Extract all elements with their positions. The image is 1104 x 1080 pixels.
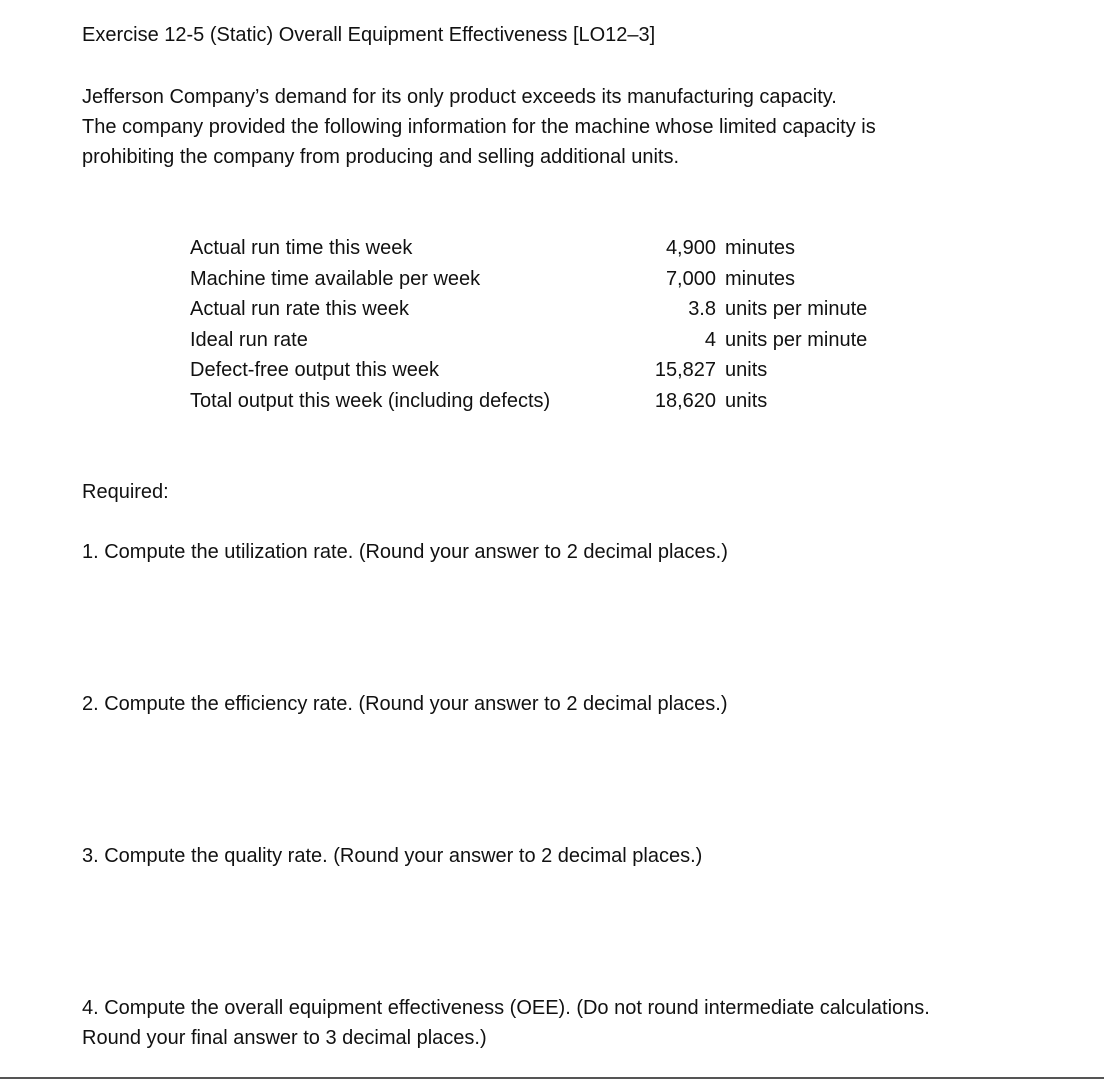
row-unit: units — [725, 389, 768, 412]
row-label: Total output this week (including defects) — [190, 389, 551, 412]
table-row — [190, 386, 867, 417]
row-label: Defect-free output this week — [190, 359, 440, 381]
question-4-line-2: Round your final answer to 3 decimal places.) — [82, 1027, 487, 1049]
row-unit: units per minute — [725, 328, 868, 351]
intro-paragraph — [82, 82, 876, 172]
bottom-divider — [0, 1077, 1104, 1079]
table-row — [190, 325, 867, 356]
row-label: Ideal run rate — [190, 328, 308, 351]
row-label: Machine time available per week — [190, 267, 481, 290]
question-4 — [82, 993, 930, 1053]
table-row — [190, 355, 867, 386]
row-value: 4,900 — [665, 237, 716, 259]
table-row — [190, 264, 867, 295]
row-value: 4 — [704, 328, 716, 351]
machine-data-table — [190, 233, 867, 416]
intro-line-3: prohibiting the company from producing and selling additional units. — [82, 146, 680, 168]
question-4-line-1: 4. Compute the overall equipment effectiveness (OEE). (Do not round intermediate calculations. — [82, 997, 930, 1019]
intro-line-1: Jefferson Company’s demand for its only product exceeds its manufacturing capacity. — [82, 86, 837, 108]
row-value: 18,620 — [654, 389, 716, 412]
row-unit: minutes — [725, 267, 796, 290]
row-value: 15,827 — [654, 359, 716, 381]
row-unit: units per minute — [725, 298, 868, 320]
row-unit: minutes — [725, 237, 796, 259]
question-2: 2. Compute the efficiency rate. (Round your answer to 2 decimal places.) — [82, 693, 728, 715]
intro-line-2: The company provided the following information for the machine whose limited capacity is — [82, 116, 876, 138]
row-label: Actual run time this week — [190, 237, 413, 259]
row-label: Actual run rate this week — [190, 298, 409, 320]
exercise-title: Exercise 12-5 (Static) Overall Equipment Effectiveness [LO12–3] — [82, 24, 656, 46]
table-row — [190, 233, 867, 264]
required-heading: Required: — [82, 481, 169, 503]
question-3: 3. Compute the quality rate. (Round your answer to 2 decimal places.) — [82, 845, 703, 867]
row-value: 7,000 — [665, 267, 716, 290]
row-value: 3.8 — [688, 298, 716, 320]
row-unit: units — [725, 359, 768, 381]
question-1: 1. Compute the utilization rate. (Round your answer to 2 decimal places.) — [82, 541, 728, 563]
table-row — [190, 294, 867, 325]
